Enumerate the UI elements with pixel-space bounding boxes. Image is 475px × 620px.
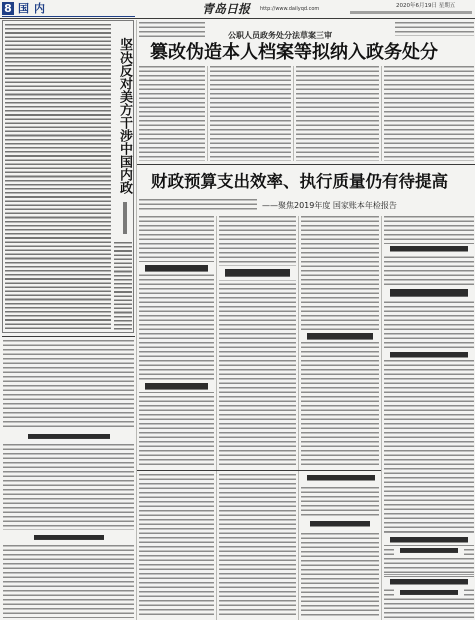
bottom-middle-col-3a [301, 487, 379, 517]
bottom-middle-col-1 [139, 474, 214, 618]
main-article-col-1 [139, 216, 214, 468]
bottom-middle-col-2 [219, 474, 296, 618]
right-col-subhead-1 [384, 244, 474, 254]
bottom-middle-col-3b [301, 533, 379, 618]
main-col-1-subhead-1 [139, 262, 214, 274]
top-article-brief [395, 22, 474, 36]
left-brief-body-1 [3, 340, 134, 430]
main-col-3-subhead-1 [301, 330, 379, 342]
right-col-rule-1 [384, 532, 474, 533]
right-col-subhead-3 [384, 350, 474, 360]
top-article-lead [139, 22, 205, 40]
bottom-middle-rule [137, 470, 381, 471]
right-col-brief-heading-1 [384, 535, 474, 545]
bottom-middle-heading-2 [304, 519, 376, 529]
main-col-1-subhead-2 [139, 380, 214, 392]
top-article-headline: 篡改伪造本人档案等拟纳入政务处分 [150, 42, 438, 63]
right-col-subhead-2 [384, 286, 474, 300]
right-col-rule-2 [384, 574, 474, 575]
right-col-brief-heading-2 [384, 577, 474, 587]
editor-credits-line [350, 11, 472, 14]
right-column-body [384, 216, 474, 618]
site-url: http://www.dailyqd.com [260, 6, 320, 12]
top-col-divider-1 [207, 66, 208, 161]
section-label: 国内 [18, 2, 50, 15]
left-brief-body-2 [3, 444, 134, 530]
left-brief-heading-3 [28, 533, 110, 542]
commentary-byline [123, 202, 127, 234]
main-col-divider-3 [381, 216, 382, 620]
left-brief-heading-2 [22, 432, 116, 441]
top-article-bottom-rule [137, 164, 475, 165]
top-article-kicker: 公职人员政务处分法草案三审 [228, 31, 332, 40]
left-briefs-rule [2, 336, 135, 337]
main-article-col-2 [219, 216, 296, 468]
commentary-body [5, 24, 111, 330]
left-brief-body-3 [3, 545, 134, 618]
left-column-divider [136, 20, 137, 620]
main-col-divider-2 [298, 216, 299, 620]
main-article-lead [139, 199, 257, 212]
right-col-brief-heading-1b [394, 546, 464, 555]
section-underline [2, 16, 135, 17]
bottom-middle-heading-1 [301, 473, 381, 483]
top-article-col-3 [296, 66, 379, 161]
masthead-rule [0, 18, 475, 19]
main-article-subheadline: ——聚焦2019年度 国家账本年检报告 [262, 201, 397, 210]
issue-date: 2020年6月19日 星期五 [396, 3, 456, 9]
top-col-divider-3 [381, 66, 382, 161]
main-col-2-subhead-1 [219, 266, 296, 280]
page-number: 8 [2, 2, 14, 15]
main-col-divider-1 [216, 216, 217, 620]
top-article-col-4 [384, 66, 474, 161]
main-article-col-3 [301, 216, 379, 468]
top-article-col-1 [139, 66, 205, 161]
newspaper-logo: 青岛日报 [202, 2, 251, 16]
right-col-brief-heading-2b [394, 588, 464, 597]
commentary-headline: 坚决反对美方干涉中国内政 [117, 38, 132, 194]
top-col-divider-2 [293, 66, 294, 161]
main-article-headline: 财政预算支出效率、执行质量仍有待提高 [151, 172, 448, 191]
commentary-body-tail [114, 242, 132, 330]
top-article-col-2 [210, 66, 291, 161]
